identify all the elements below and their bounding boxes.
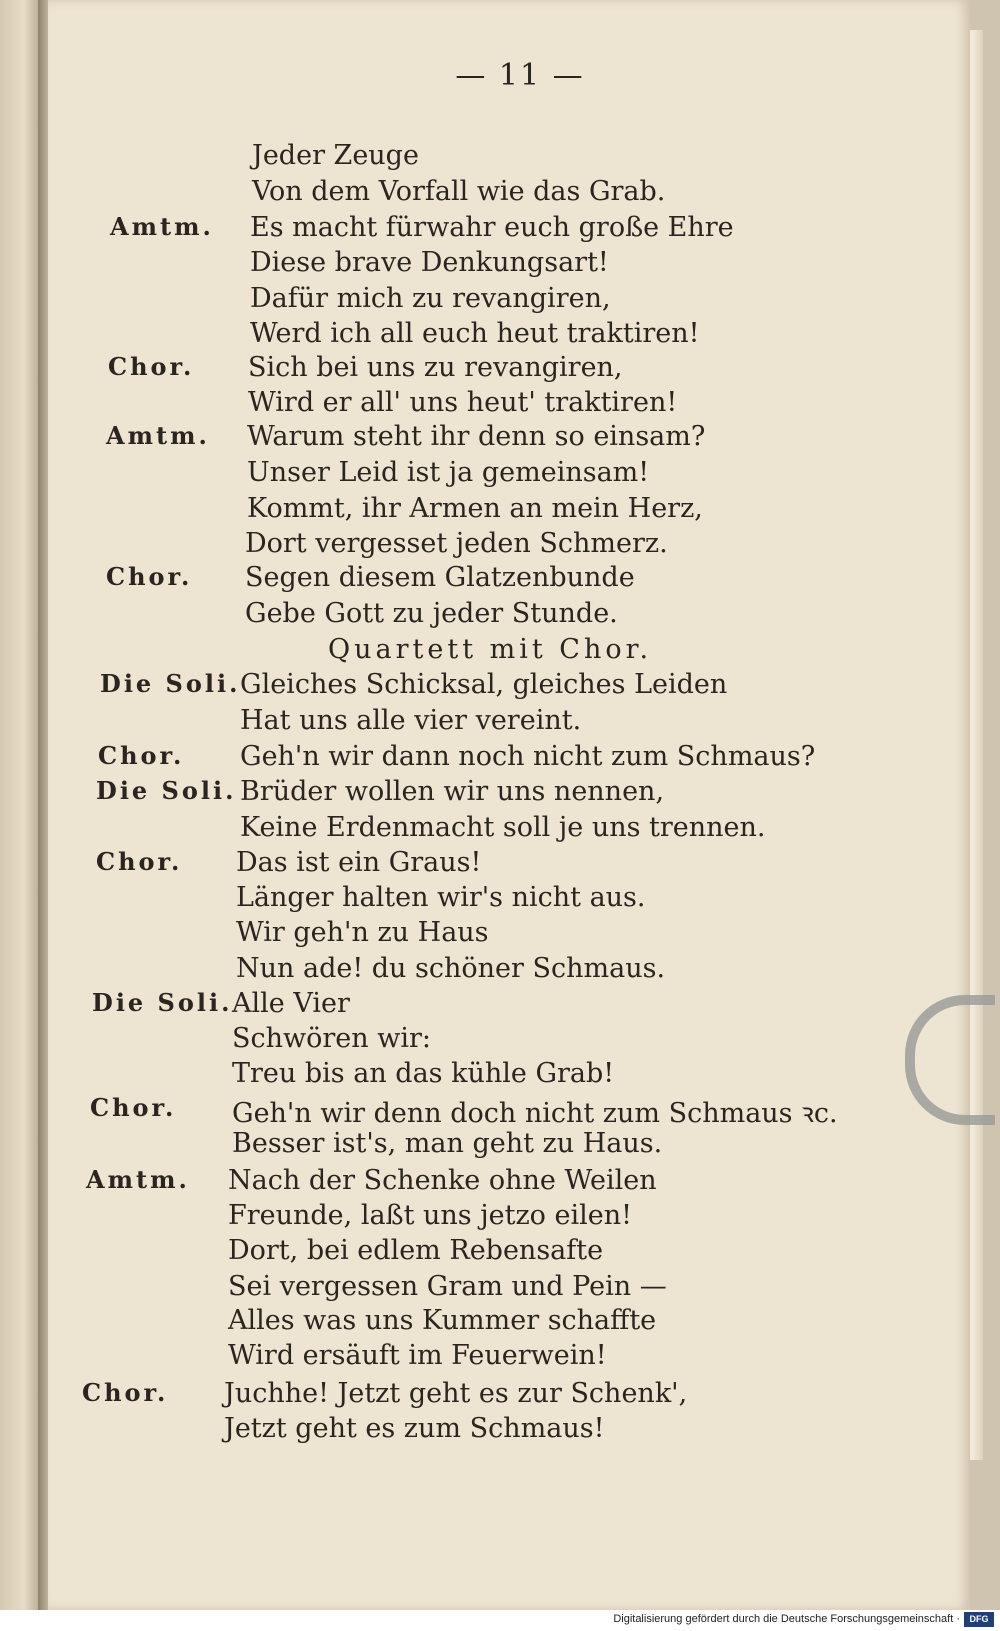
funding-note: Digitalisierung gefördert durch die Deutsche Forschungsgemeinschaft ·	[613, 1613, 960, 1625]
verse-text: Gleiches Schicksal, gleiches Leiden	[240, 669, 728, 700]
verse-text: Nun ade! du schöner Schmaus.	[236, 953, 666, 984]
verse-line	[0, 318, 1000, 354]
page-number: — 11 —	[455, 58, 585, 93]
verse-text: Freunde, laßt uns jetzo eilen!	[228, 1200, 632, 1231]
speaker-label: Chor.	[82, 1378, 169, 1407]
verse-line	[0, 212, 1000, 248]
footer-bar	[0, 1610, 1000, 1631]
verse-line	[0, 917, 1000, 953]
verse-text: Geh'n wir dann noch nicht zum Schmaus?	[240, 741, 816, 772]
verse-text: Jetzt geht es zum Schmaus!	[224, 1413, 605, 1444]
verse-text: Keine Erdenmacht soll je uns trennen.	[240, 812, 766, 843]
verse-text: Geh'n wir denn doch nicht zum Schmaus ꝛc.	[232, 1098, 838, 1129]
speaker-label: Chor.	[106, 562, 193, 591]
dfg-logo: DFG	[964, 1612, 994, 1627]
verse-line	[0, 705, 1000, 741]
verse-text: Von dem Vorfall wie das Grab.	[252, 176, 666, 207]
verse-line	[0, 1413, 1000, 1449]
verse-text: Kommt, ihr Armen an mein Herz,	[247, 493, 703, 524]
verse-line	[0, 741, 1000, 777]
verse-line	[0, 598, 1000, 634]
verse-text: Das ist ein Graus!	[236, 847, 482, 878]
verse-line	[0, 1340, 1000, 1376]
verse-line	[0, 1235, 1000, 1271]
verse-text: Treu bis an das kühle Grab!	[232, 1058, 615, 1089]
verse-text: Wird ersäuft im Feuerwein!	[228, 1340, 607, 1371]
verse-line	[0, 421, 1000, 457]
verse-line	[0, 352, 1000, 388]
verse-text: Sei vergessen Gram und Pein —	[228, 1271, 667, 1302]
verse-text: Unser Leid ist ja gemeinsam!	[247, 457, 650, 488]
verse-text: Juchhe! Jetzt geht es zur Schenk',	[224, 1378, 688, 1409]
verse-line	[0, 457, 1000, 493]
speaker-label: Amtm.	[86, 1165, 190, 1194]
verse-text: Dort vergesset jeden Schmerz.	[245, 528, 668, 559]
verse-line	[0, 283, 1000, 319]
speaker-label: Die Soli.	[100, 669, 241, 698]
verse-text: Werd ich all euch heut traktiren!	[250, 318, 700, 349]
speaker-label: Chor.	[108, 352, 195, 381]
verse-text: Nach der Schenke ohne Weilen	[228, 1165, 657, 1196]
verse-text: Sich bei uns zu revangiren,	[248, 352, 623, 383]
verse-line	[0, 847, 1000, 883]
speaker-label: Chor.	[98, 741, 185, 770]
verse-text: Länger halten wir's nicht aus.	[236, 882, 646, 913]
verse-line	[0, 1128, 1000, 1164]
speaker-label: Amtm.	[110, 212, 214, 241]
verse-line	[0, 988, 1000, 1024]
verse-line	[0, 882, 1000, 918]
verse-line	[0, 1093, 1000, 1129]
verse-text: Wird er all' uns heut' traktiren!	[248, 387, 678, 418]
speaker-label: Die Soli.	[96, 776, 237, 805]
verse-text: Brüder wollen wir uns nennen,	[240, 776, 665, 807]
verse-line	[0, 176, 1000, 212]
verse-text: Besser ist's, man geht zu Haus.	[232, 1128, 663, 1159]
verse-text: Schwören wir:	[232, 1023, 431, 1054]
speaker-label: Chor.	[96, 847, 183, 876]
verse-line	[0, 634, 1000, 670]
verse-line	[0, 1058, 1000, 1094]
verse-line	[0, 1305, 1000, 1341]
verse-text: Alles was uns Kummer schaffte	[228, 1305, 657, 1336]
verse-text: Wir geh'n zu Haus	[236, 917, 489, 948]
verse-text: Segen diesem Glatzenbunde	[245, 562, 635, 593]
verse-line	[0, 493, 1000, 529]
verse-text: Es macht fürwahr euch große Ehre	[250, 212, 734, 243]
verse-line	[0, 1271, 1000, 1307]
verse-text: Dafür mich zu revangiren,	[250, 283, 611, 314]
verse-line	[0, 1165, 1000, 1201]
verse-line	[0, 953, 1000, 989]
verse-line	[0, 776, 1000, 812]
verse-line	[0, 812, 1000, 848]
verse-line	[0, 247, 1000, 283]
verse-text: Diese brave Denkungsart!	[250, 247, 609, 278]
speaker-label: Amtm.	[106, 421, 210, 450]
verse-line	[0, 1023, 1000, 1059]
verse-line	[0, 1200, 1000, 1236]
verse-text: Warum steht ihr denn so einsam?	[247, 421, 706, 452]
verse-line	[0, 140, 1000, 176]
verse-line	[0, 669, 1000, 705]
verse-line	[0, 1378, 1000, 1414]
verse-line	[0, 528, 1000, 564]
speaker-label: Chor.	[90, 1093, 177, 1122]
section-heading: Quartett mit Chor.	[328, 634, 653, 665]
verse-text: Jeder Zeuge	[252, 140, 419, 171]
speaker-label: Die Soli.	[92, 988, 233, 1017]
verse-text: Dort, bei edlem Rebensafte	[228, 1235, 604, 1266]
verse-text: Gebe Gott zu jeder Stunde.	[245, 598, 618, 629]
verse-line	[0, 562, 1000, 598]
verse-line	[0, 387, 1000, 423]
verse-text: Hat uns alle vier vereint.	[240, 705, 582, 736]
verse-text: Alle Vier	[232, 988, 350, 1019]
